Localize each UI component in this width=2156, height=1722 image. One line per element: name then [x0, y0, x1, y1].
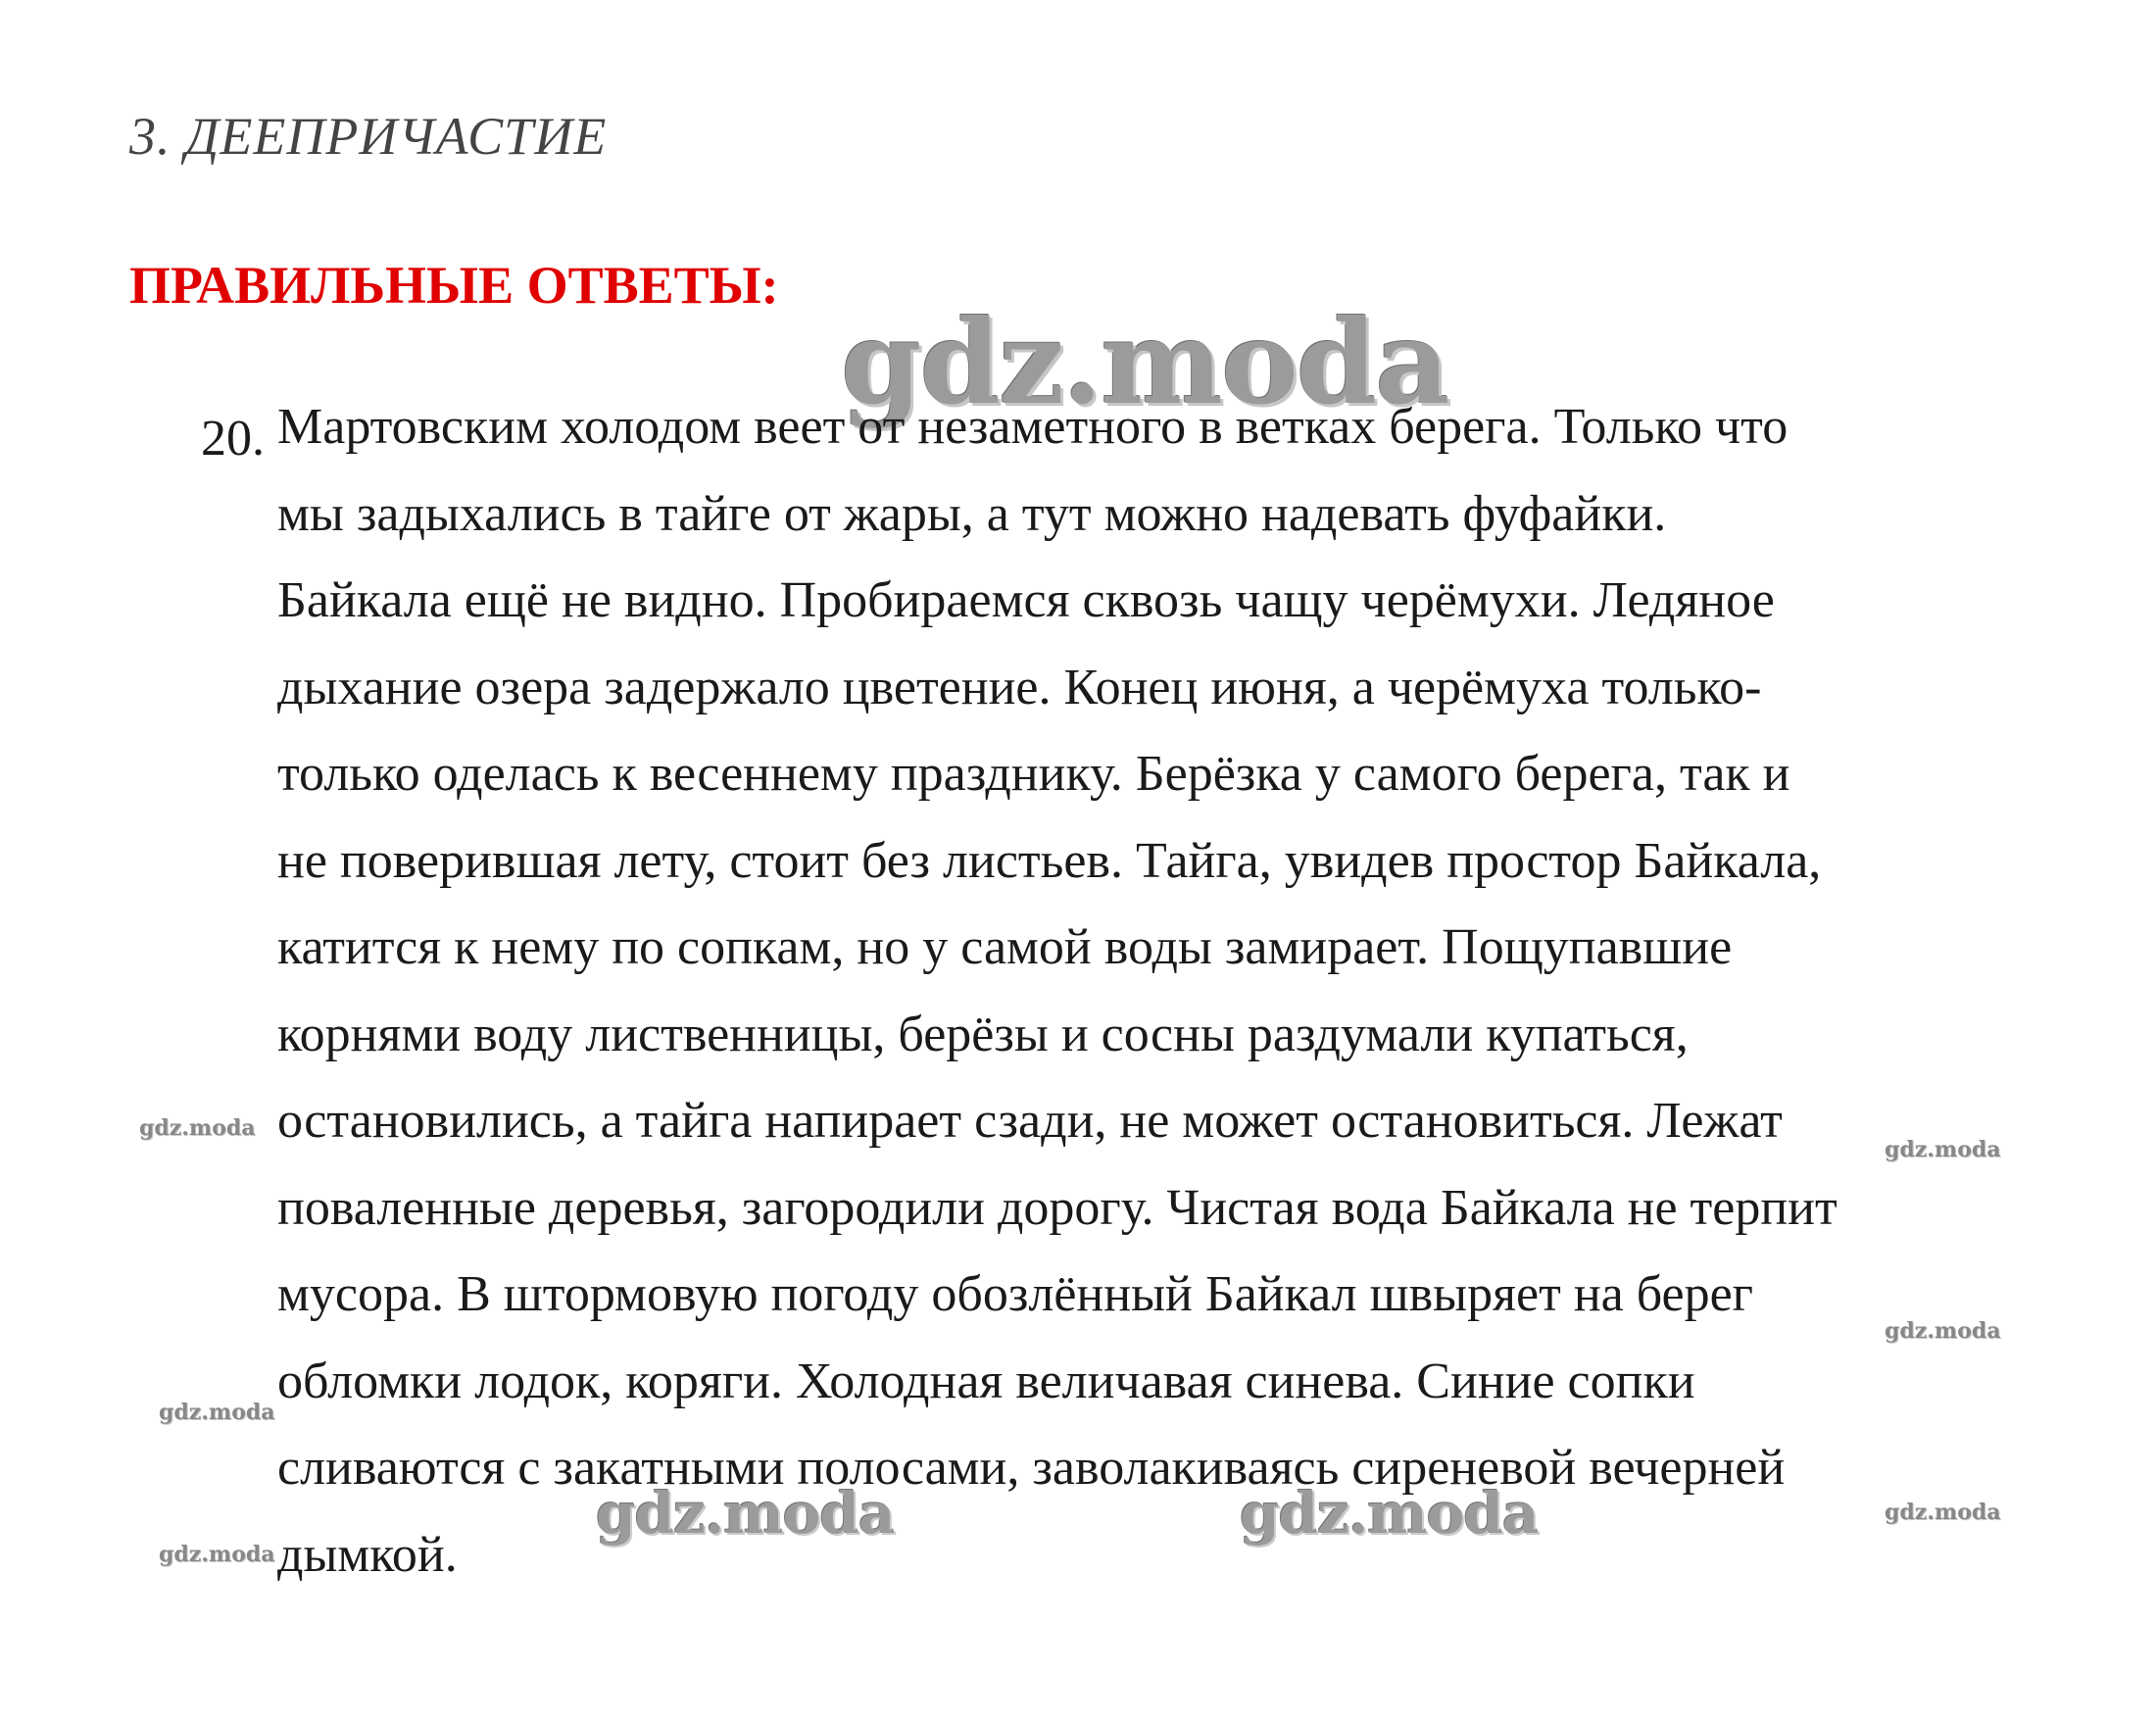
watermark-large: gdz.moda: [841, 294, 1448, 430]
watermark-small: gdz.moda: [1885, 1318, 2001, 1344]
answer-line: мусора. В штормовую погоду обозлённый Байкал швыряет на берег: [277, 1266, 1753, 1322]
item-number: 20.: [201, 411, 265, 467]
answer-line: мы задыхались в тайге от жары, а тут можно надевать фуфайки.: [277, 485, 1667, 542]
answer-line: поваленные деревья, загородили дорогу. Чистая вода Байкала не терпит: [277, 1179, 1838, 1236]
answer-line: Мартовским холодом веет от незаметного в ветках берега. Только что: [277, 399, 1788, 455]
watermark-medium: gdz.moda: [596, 1480, 895, 1547]
answer-line: Байкала ещё не видно. Пробираемся сквозь чащу черёмухи. Ледяное: [277, 572, 1775, 628]
answer-line: сливаются с закатными полосами, заволакиваясь сиреневой вечерней: [277, 1440, 1786, 1496]
answer-line: не поверившая лету, стоит без листьев. Тайга, увидев простор Байкала,: [277, 832, 1822, 889]
answer-text: [277, 384, 2139, 1599]
watermark-small: gdz.moda: [159, 1542, 275, 1567]
answers-heading: ПРАВИЛЬНЫЕ ОТВЕТЫ:: [129, 256, 779, 315]
answer-line: дымкой.: [277, 1526, 458, 1583]
answer-line: дыхание озера задержало цветение. Конец июня, а черёмуха только-: [277, 659, 1762, 715]
watermark-small: gdz.moda: [1885, 1500, 2001, 1525]
answer-line: корнями воду лиственницы, берёзы и сосны раздумали купаться,: [277, 1006, 1689, 1062]
answer-line: только оделась к весеннему празднику. Берёзка у самого берега, так и: [277, 746, 1790, 802]
watermark-medium: gdz.moda: [1240, 1480, 1539, 1547]
answer-line: катится к нему по сопкам, но у самой воды замирает. Пощупавшие: [277, 919, 1733, 975]
watermark-small: gdz.moda: [159, 1400, 275, 1425]
watermark-small: gdz.moda: [139, 1115, 256, 1141]
answer-line: обломки лодок, коряги. Холодная величавая синева. Синие сопки: [277, 1353, 1695, 1409]
answer-line: остановились, а тайга напирает сзади, не может остановиться. Лежат: [277, 1093, 1783, 1149]
section-title: 3. ДЕЕПРИЧАСТИЕ: [129, 107, 608, 166]
watermark-small: gdz.moda: [1885, 1137, 2001, 1162]
